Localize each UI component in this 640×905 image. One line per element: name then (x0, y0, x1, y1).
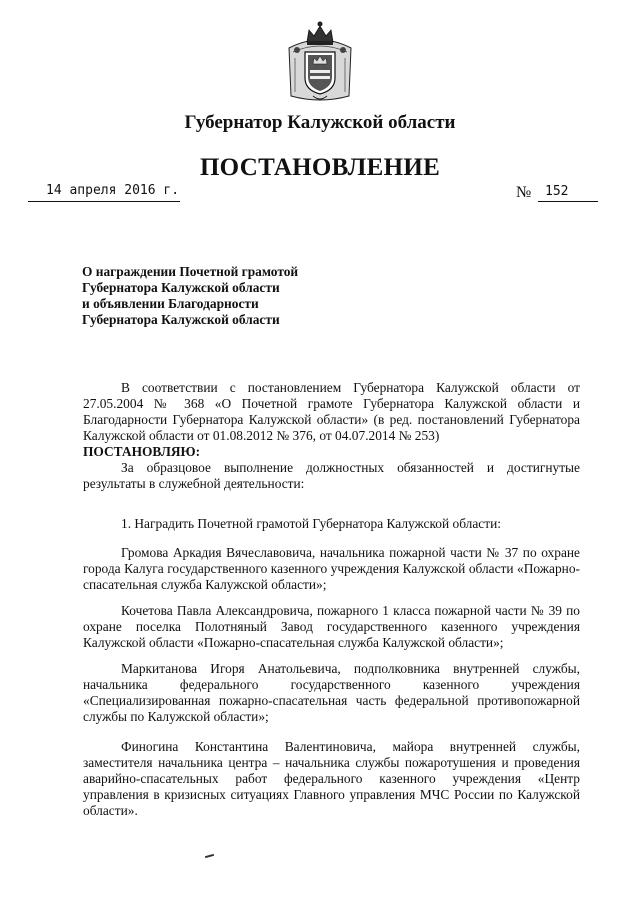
document-date: 14 апреля 2016 г. (46, 183, 180, 198)
subject-line: О награждении Почетной грамотой (82, 264, 299, 279)
item-1-text: 1. Наградить Почетной грамотой Губернатора Калужской области: (121, 516, 501, 531)
document-subject (82, 264, 310, 328)
awardee-text: Финогина Константина Валентиновича, майора внутренней службы, заместителя начальника центра – начальника службы пожаротушения и проведения аварийно-спасательных работ федерального казенного учреждения «Центр управления в кризисных ситуациях Главного управления МЧС России по Калужской области». (83, 739, 580, 818)
awardee-paragraph (83, 603, 580, 651)
awardee-paragraph (83, 739, 580, 819)
awardee-text: Кочетова Павла Александровича, пожарного 1 класса пожарной части № 39 по охране поселка Полотняный Завод государственного казенного учреждения Калужской области «Пожарно-спасательная служба Калужской области»; (83, 603, 580, 650)
document-type-title: ПОСТАНОВЛЕНИЕ (199, 154, 441, 181)
intro-paragraph: За образцовое выполнение должностных обязанностей и достигнутые результаты в служебной деятельности: (83, 460, 580, 491)
awardee-text: Маркитанова Игоря Анатольевича, подполковника внутренней службы, начальника федерального государственного казенного учреждения «Специализированная пожарно-спасательная часть федеральной противопожарной службы по Калужской области»; (83, 661, 580, 724)
preamble-block (83, 380, 580, 492)
subject-line: и объявлении Благодарности (82, 296, 259, 311)
organization-title: Губернатор Калужской области (184, 112, 456, 133)
document-number: 152 (545, 184, 569, 199)
awardee-paragraph (83, 661, 580, 725)
date-underline (28, 201, 180, 202)
preamble-paragraph: В соответствии с постановлением Губернатора Калужской области от 27.05.2004 № 368 «О Почетной грамоте Губернатора Калужской области и Благодарности Губернатора Калужской области» (в ред. постановлений Губернатора Калужской области от 01.08.2012 № 376, от 04.07.2014 № 253) (83, 380, 580, 443)
subject-line: Губернатора Калужской области (82, 312, 280, 327)
awardee-text: Громова Аркадия Вячеславовича, начальника пожарной части № 37 по охране города Калуга государственного казенного учреждения Калужской области «Пожарно-спасательная служба Калужской области»; (83, 545, 580, 592)
awardee-paragraph (83, 545, 580, 593)
resolve-heading: ПОСТАНОВЛЯЮ: (83, 444, 201, 459)
item-1-heading (83, 516, 580, 532)
number-underline (538, 201, 598, 202)
coat-of-arms-icon (283, 18, 357, 104)
number-sign: № (516, 184, 532, 201)
scan-mark (205, 854, 214, 858)
subject-line: Губернатора Калужской области (82, 280, 280, 295)
